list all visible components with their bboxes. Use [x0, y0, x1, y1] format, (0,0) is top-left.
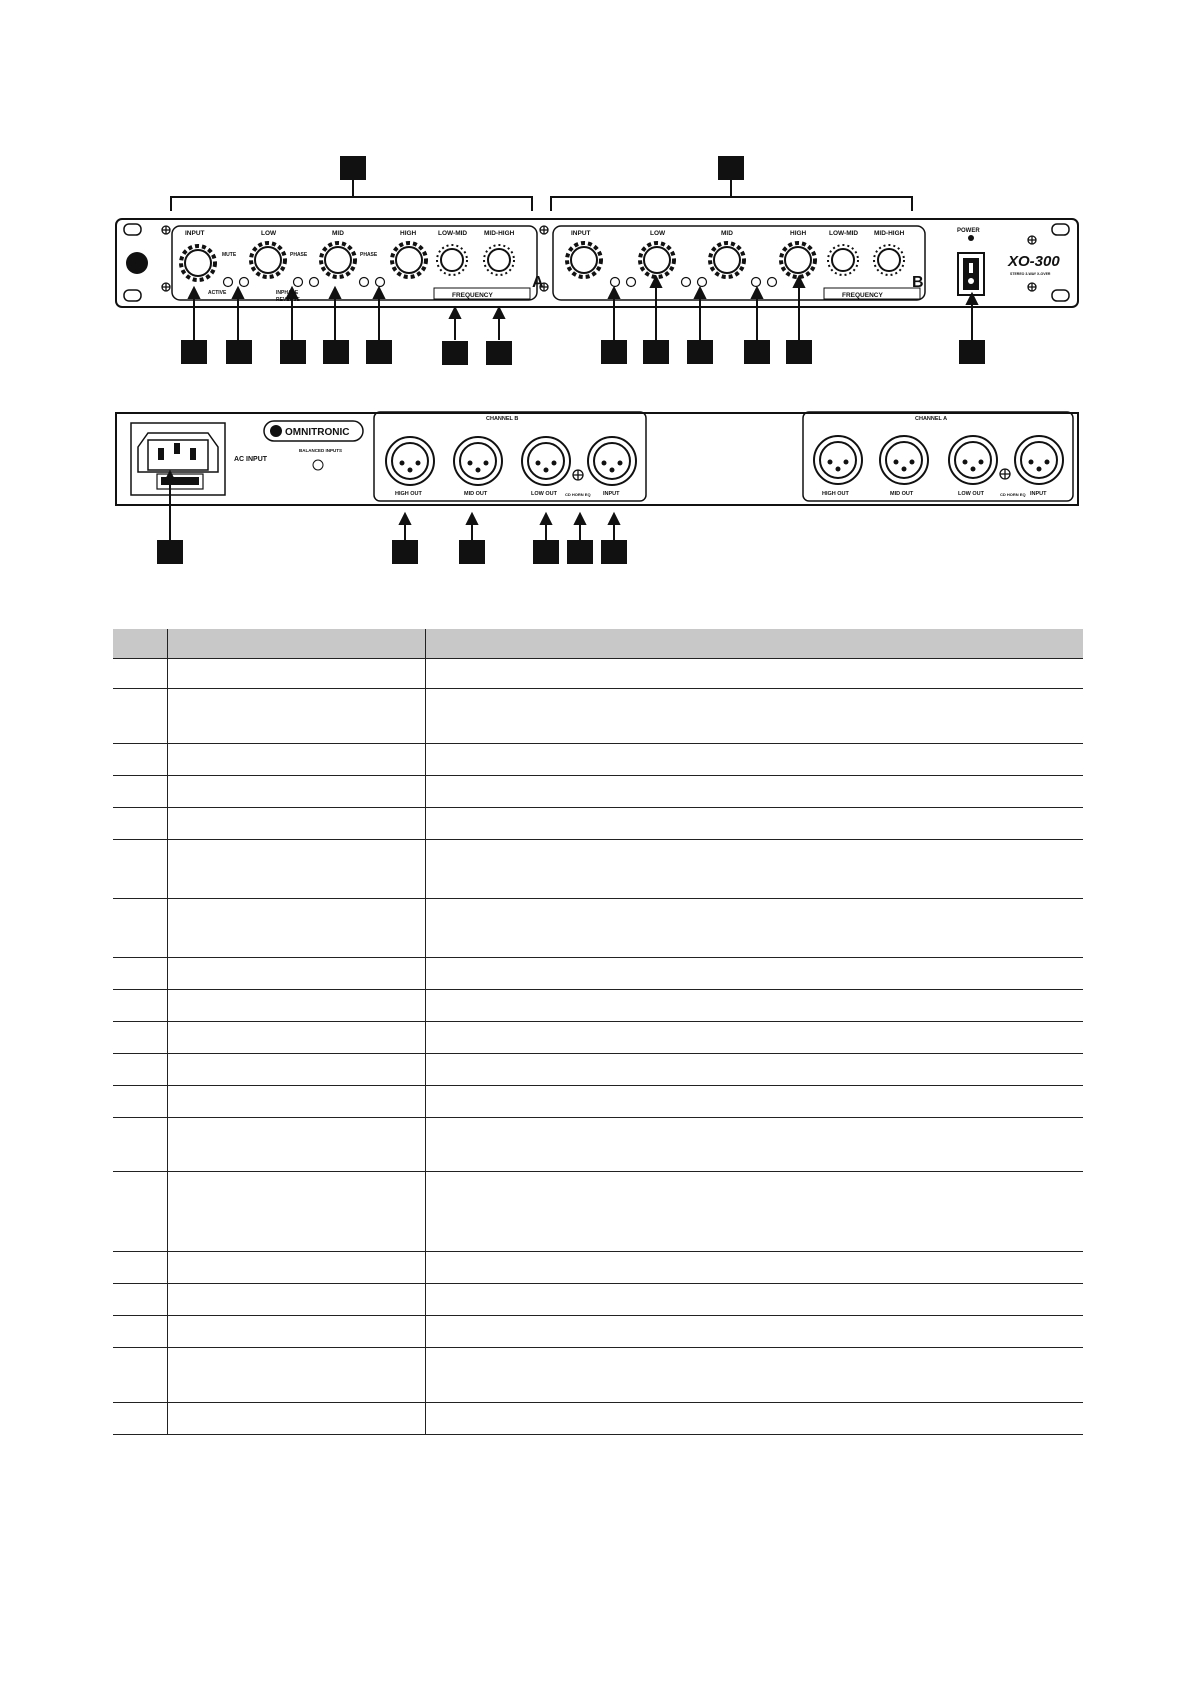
ch-a-active-label: ACTIVE [208, 290, 227, 296]
badge-front-b [718, 156, 744, 180]
badge-rear-3 [459, 540, 485, 564]
model-name: XO-300 [1008, 253, 1060, 270]
table-row [113, 840, 1083, 899]
header-cell-name [168, 629, 426, 659]
ch-b-input-label: INPUT [571, 230, 591, 237]
ch-a-low-out: LOW OUT [958, 491, 984, 497]
ch-a-low-label: LOW [261, 230, 277, 237]
ch-a-phase-label: PHASE [290, 252, 308, 258]
ch-a-low-mid-label: LOW-MID [438, 230, 468, 237]
badge-front-1 [181, 340, 207, 364]
table-row [113, 689, 1083, 744]
ch-a-high-label: HIGH [400, 230, 417, 237]
table-row [113, 990, 1083, 1022]
ch-a-frequency-label: FREQUENCY [452, 292, 493, 299]
rear-panel-diagram [0, 400, 1190, 570]
badge-rear-5 [567, 540, 593, 564]
table-row [113, 1086, 1083, 1118]
channel-b-title: CHANNEL B [486, 416, 519, 422]
table-row [113, 1316, 1083, 1348]
badge-rear-1 [157, 540, 183, 564]
ch-a-mute-label: MUTE [222, 252, 237, 258]
badge-rear-4 [533, 540, 559, 564]
model-subtitle: STEREO 3-WAY X-OVER [1010, 272, 1051, 276]
table-row [113, 1118, 1083, 1172]
table-row [113, 744, 1083, 776]
section-b-letter: B [912, 274, 924, 291]
ch-b-cd-horn-eq: CD HORN EQ [565, 492, 591, 497]
ch-a-mid-out: MID OUT [890, 491, 914, 497]
ch-a-reverse-label: REVERSE [276, 297, 300, 303]
section-a-letter: A [532, 274, 544, 291]
table-header-row [113, 629, 1083, 659]
power-label: POWER [957, 228, 980, 234]
badge-front-4 [323, 340, 349, 364]
ch-a-phase-label-2: PHASE [360, 252, 378, 258]
ch-b-low-label: LOW [650, 230, 666, 237]
badge-front-9 [643, 340, 669, 364]
ch-b-high-out: HIGH OUT [395, 491, 422, 497]
badge-front-3 [280, 340, 306, 364]
badge-front-11 [744, 340, 770, 364]
table-row [113, 1172, 1083, 1252]
ch-a-cd-horn-eq: CD HORN EQ [1000, 492, 1026, 497]
badge-front-7 [486, 341, 512, 365]
table-row [113, 899, 1083, 958]
table-row [113, 1022, 1083, 1054]
badge-front-5 [366, 340, 392, 364]
brand-logo-text: OMNITRONIC [285, 427, 350, 438]
ch-b-frequency-label: FREQUENCY [842, 292, 883, 299]
parts-table [113, 629, 1083, 1435]
ch-b-high-label: HIGH [790, 230, 807, 237]
ch-a-mid-label: MID [332, 230, 344, 237]
ch-a-mid-high-label: MID-HIGH [484, 230, 515, 237]
badge-front-6 [442, 341, 468, 365]
ch-b-low-out: LOW OUT [531, 491, 557, 497]
badge-front-2 [226, 340, 252, 364]
ch-b-mid-out: MID OUT [464, 491, 488, 497]
table-row [113, 1054, 1083, 1086]
ch-b-mid-high-label: MID-HIGH [874, 230, 905, 237]
ch-a-inphase-label: INPHASE [276, 290, 299, 296]
badge-front-10 [687, 340, 713, 364]
table-row [113, 1348, 1083, 1403]
table-row [113, 1284, 1083, 1316]
table-row [113, 1403, 1083, 1435]
table-row [113, 659, 1083, 689]
badge-rear-2 [392, 540, 418, 564]
ch-a-input: INPUT [1030, 491, 1047, 497]
balanced-inputs-label: BALANCED INPUTS [299, 448, 343, 453]
ch-a-high-out: HIGH OUT [822, 491, 849, 497]
badge-rear-6 [601, 540, 627, 564]
badge-front-a [340, 156, 366, 180]
header-cell-function [426, 629, 1084, 659]
table-row [113, 808, 1083, 840]
channel-a-title: CHANNEL A [915, 416, 948, 422]
badge-front-13 [959, 340, 985, 364]
badge-front-12 [786, 340, 812, 364]
table-row [113, 958, 1083, 990]
ac-input-label: AC INPUT [234, 456, 268, 463]
table-row [113, 776, 1083, 808]
ch-b-low-mid-label: LOW-MID [829, 230, 859, 237]
ch-b-mid-label: MID [721, 230, 733, 237]
ch-a-input-label: INPUT [185, 230, 205, 237]
table-row [113, 1252, 1083, 1284]
front-panel-diagram [0, 0, 1190, 380]
ch-b-input: INPUT [603, 491, 620, 497]
badge-front-8 [601, 340, 627, 364]
header-cell-no [113, 629, 168, 659]
